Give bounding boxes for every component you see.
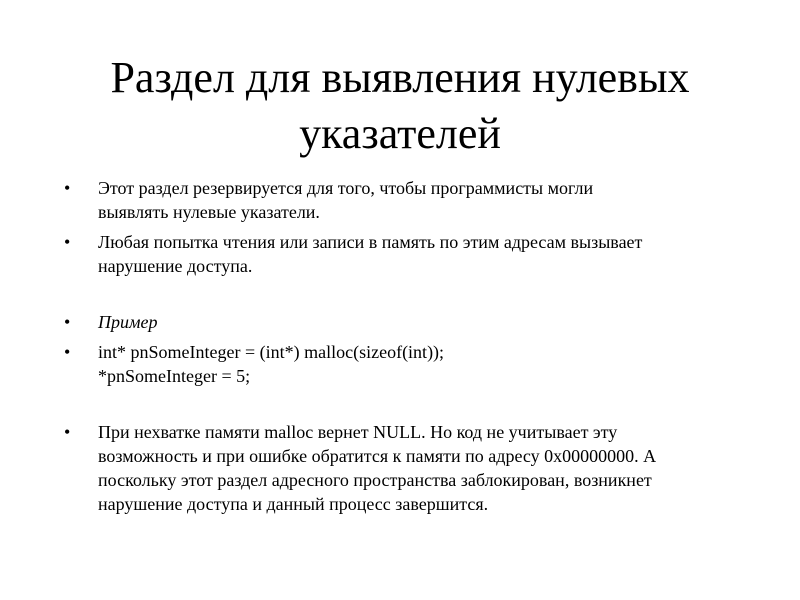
bullet-item-reserved xyxy=(64,176,734,224)
bullet-icon: • xyxy=(64,232,71,252)
bullet-item-malloc-explanation xyxy=(64,420,734,516)
slide-title xyxy=(40,50,760,162)
code-line-1: int* pnSomeInteger = (int*) malloc(sizeof(int)); xyxy=(98,342,445,362)
bullet-icon: • xyxy=(64,422,71,442)
explanation-line-1: При нехватке памяти malloc вернет NULL. Но код не учитывает эту xyxy=(98,422,618,442)
explanation-line-4: нарушение доступа и данный процесс завершится. xyxy=(98,494,489,514)
bullet-item-code-sample xyxy=(64,340,734,388)
explanation-line-2: возможность и при ошибке обратится к памяти по адресу 0x00000000. А xyxy=(98,446,657,466)
slide-body-list xyxy=(64,176,734,516)
bullet-icon: • xyxy=(64,342,71,362)
bullet-item-access-violation xyxy=(64,230,734,278)
bullet-item-example-heading xyxy=(64,310,734,334)
slide-title-line-2: указателей xyxy=(299,109,501,158)
code-line-2: *pnSomeInteger = 5; xyxy=(98,366,251,386)
bullet-item-access-violation-line-2: нарушение доступа. xyxy=(98,256,253,276)
bullet-item-reserved-line-1: Этот раздел резервируется для того, чтобы программисты могли xyxy=(98,178,594,198)
bullet-icon: • xyxy=(64,312,71,332)
bullet-item-reserved-line-2: выявлять нулевые указатели. xyxy=(98,202,320,222)
bullet-item-example-label: Пример xyxy=(98,312,158,332)
slide-title-line-1: Раздел для выявления нулевых xyxy=(110,53,690,102)
bullet-item-access-violation-line-1: Любая попытка чтения или записи в память по этим адресам вызывает xyxy=(98,232,643,252)
bullet-icon: • xyxy=(64,178,71,198)
explanation-line-3: поскольку этот раздел адресного пространства заблокирован, возникнет xyxy=(98,470,652,490)
